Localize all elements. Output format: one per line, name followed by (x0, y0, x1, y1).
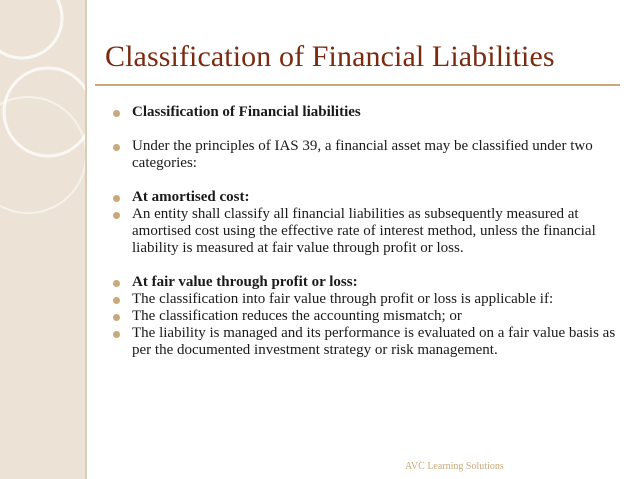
slide-title: Classification of Financial Liabilities (105, 40, 555, 73)
bullet-item: The classification reduces the accounting mismatch; or (112, 308, 617, 325)
bullet-item: The liability is managed and its performance is evaluated on a fair value basis as per the documented investment strategy or risk management. (112, 325, 617, 359)
bullet-list (112, 104, 617, 359)
footer-text: AVC Learning Solutions (405, 461, 504, 472)
bullet-item: The classification into fair value through profit or loss is applicable if: (112, 291, 617, 308)
bullet-item: Classification of Financial liabilities (112, 104, 617, 121)
decorative-sidebar (0, 0, 85, 479)
bullet-item: An entity shall classify all financial liabilities as subsequently measured at amortised cost using the effective rate of interest method, unless the financial liability is measured at fair value through profit or loss. (112, 206, 617, 257)
decorative-circles (0, 0, 85, 479)
bullet-item: Under the principles of IAS 39, a financial asset may be classified under two categories: (112, 138, 617, 172)
bullet-item: At amortised cost: (112, 189, 617, 206)
sidebar-edge (85, 0, 87, 479)
bullet-item: At fair value through profit or loss: (112, 274, 617, 291)
title-underline (95, 84, 620, 86)
